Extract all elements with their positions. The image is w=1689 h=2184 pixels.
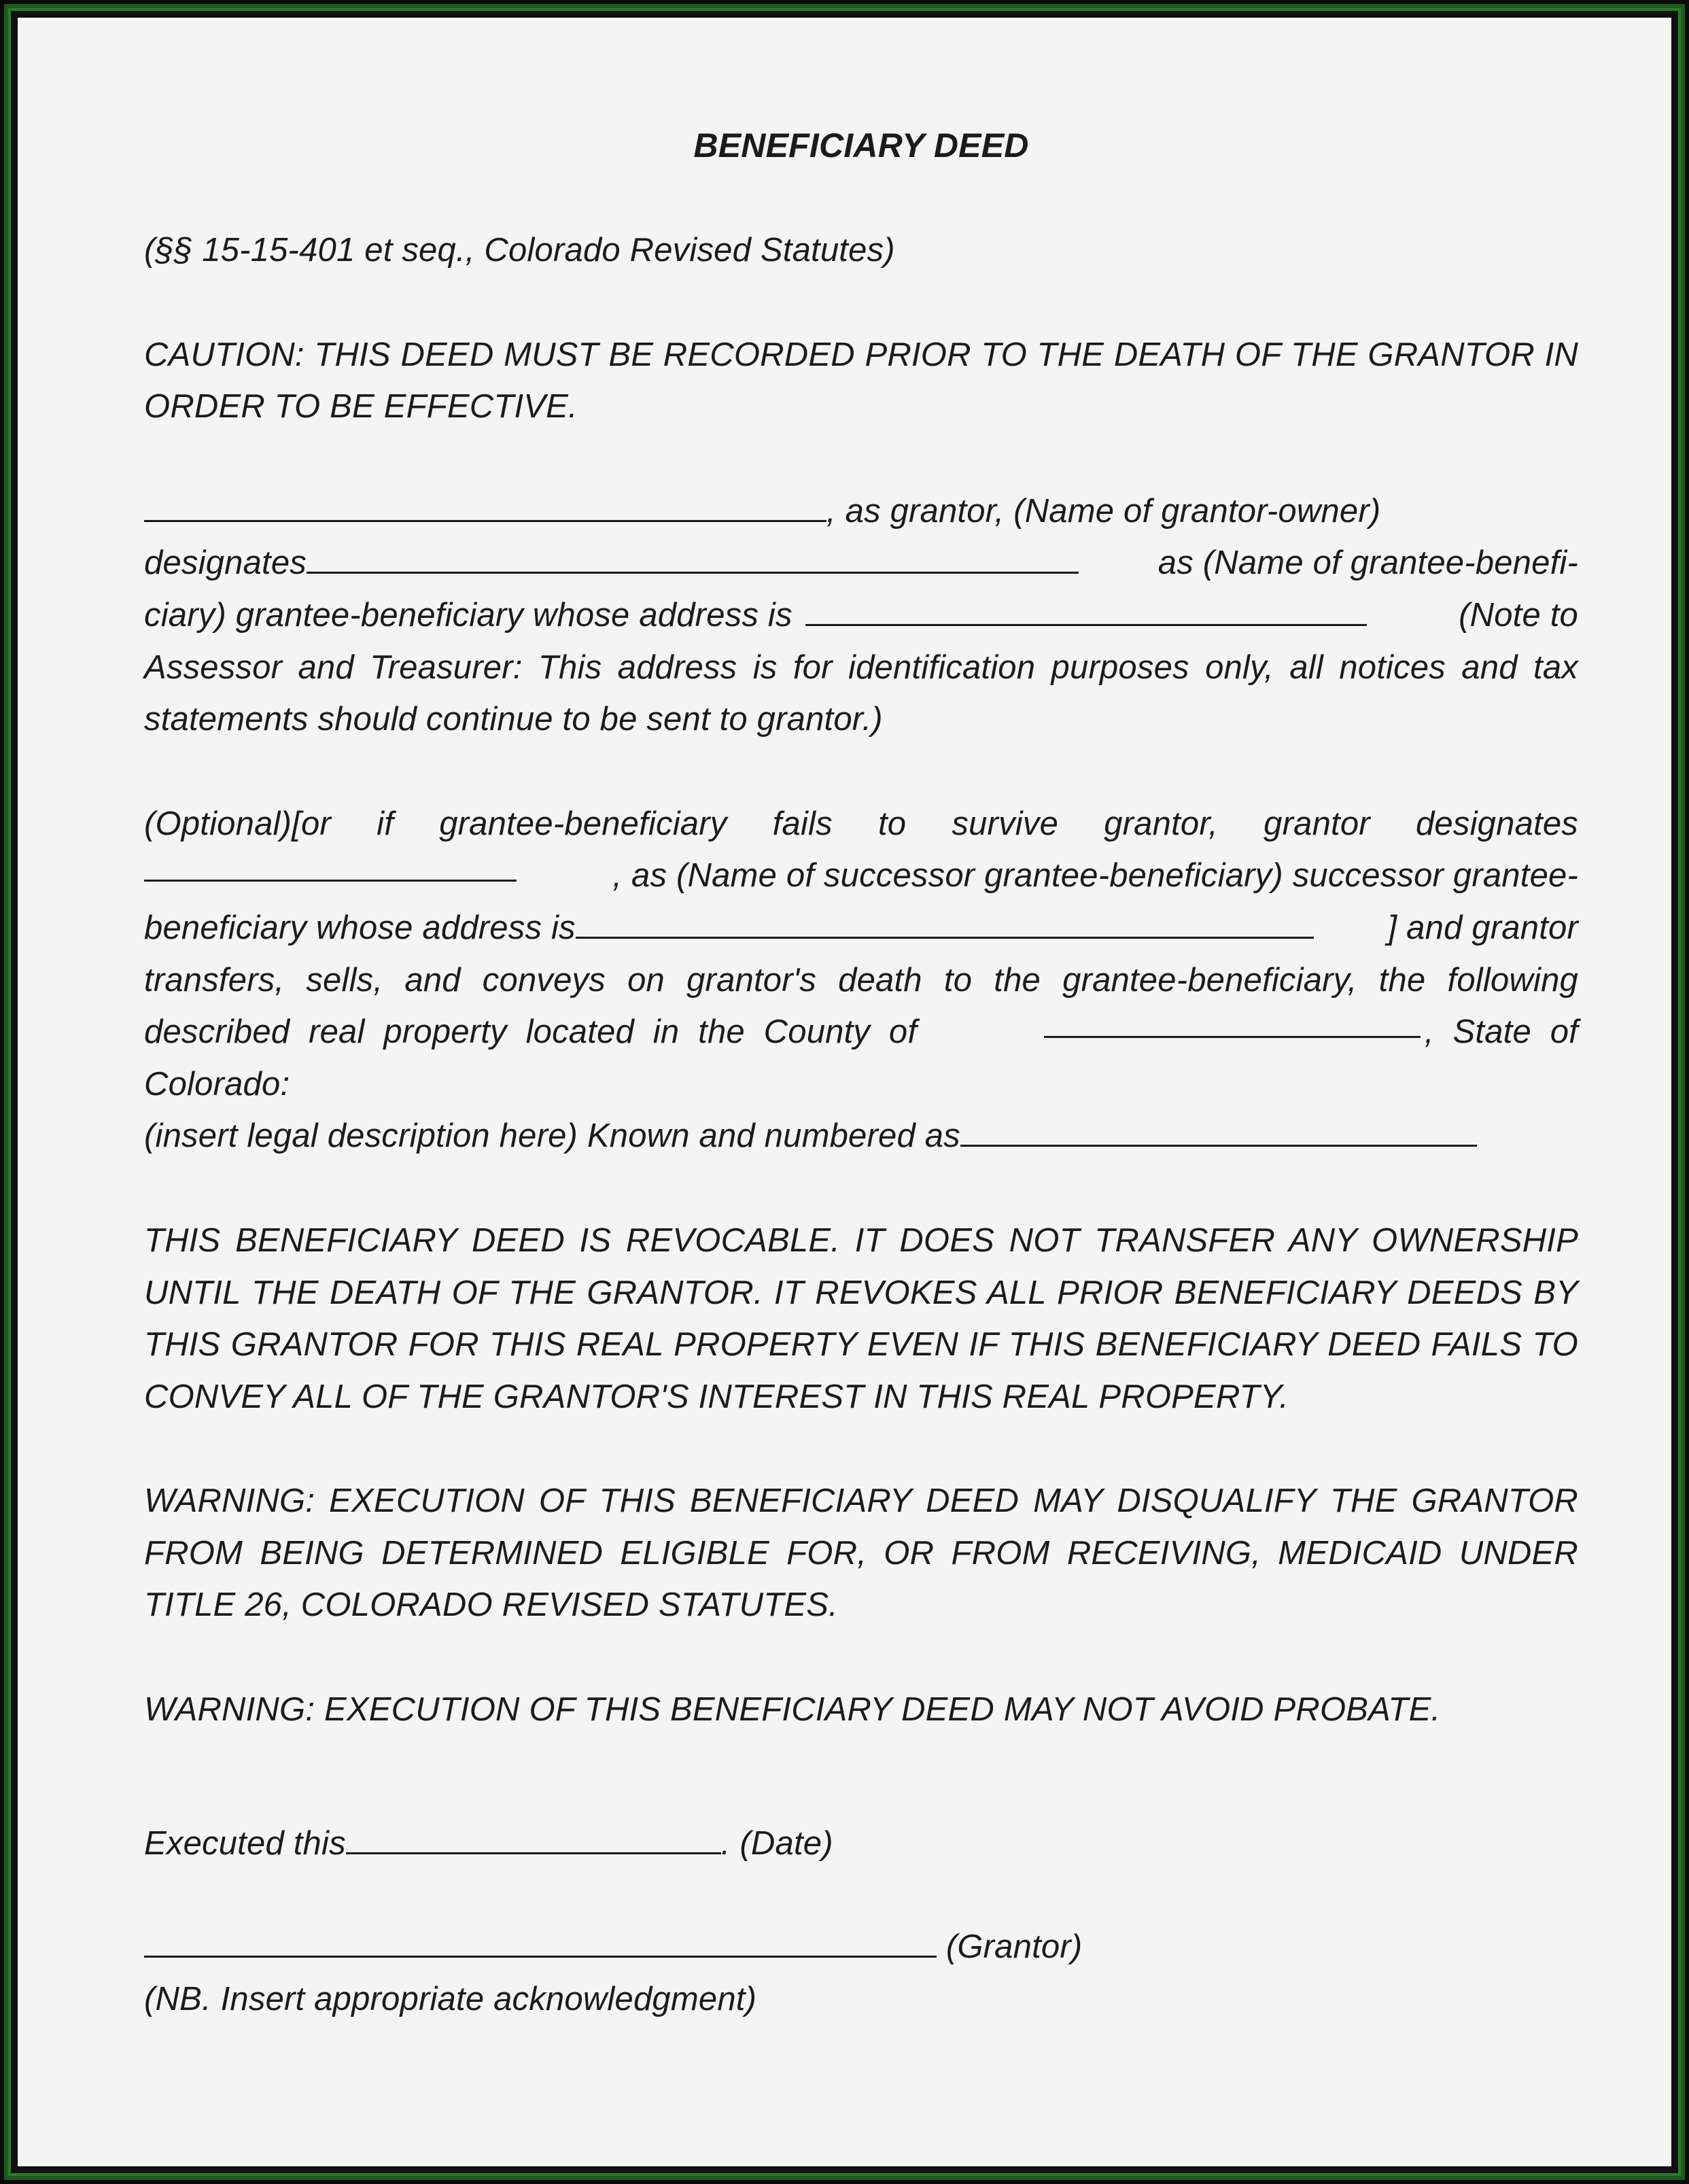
beneficiary-address-intro: ciary) grantee-beneficiary whose address is [144, 596, 802, 634]
optional-intro: (Optional)[or if grantee-beneficiary fails to survive grantor, grantor designates [144, 805, 1578, 842]
county-left [144, 1006, 1421, 1058]
note-start: (Note to [1459, 596, 1578, 634]
successor-address-left [144, 902, 1314, 954]
legal-description-line [144, 1110, 1578, 1162]
county-intro: described real property located in the County of [144, 1013, 918, 1051]
county-blank[interactable] [1044, 1006, 1421, 1038]
successor-address-blank[interactable] [576, 907, 1314, 939]
document-title: BENEFICIARY DEED [693, 126, 1029, 164]
grantor-line [144, 485, 1578, 538]
statute-reference: (§§ 15-15-401 et seq., Colorado Revised Statutes) [144, 232, 895, 268]
transfer-text: transfers, sells, and conveys on grantor's death to the grantee-beneficiary, the following [144, 961, 1578, 999]
known-as-blank[interactable] [960, 1115, 1477, 1147]
beneficiary-line-left [144, 537, 1079, 589]
legal-description-label: (insert legal description here) Known and numbered as [144, 1117, 960, 1155]
revocable-notice: THIS BENEFICIARY DEED IS REVOCABLE. IT DOES NOT TRANSFER ANY OWNERSHIP UNTIL THE DEATH OF THE GRANTOR. IT REVOKES ALL PRIOR BENEFICIARY DEEDS BY THIS GRANTOR FOR THIS REAL PROPERTY EVEN IF THIS BENEFICIARY DEED FAILS TO CONVEY ALL OF THE GRANTOR'S INTEREST IN THIS REAL PROPERTY. [144, 1221, 1578, 1415]
designates-label: designates [144, 544, 307, 582]
date-blank[interactable] [346, 1822, 721, 1854]
assessor-note: Assessor and Treasurer: This address is for identification purposes only, all notices and tax statements should continue to be sent to grantor.) [144, 648, 1578, 738]
state-label: , State of [1424, 1013, 1578, 1051]
successor-address-line [144, 902, 1578, 954]
grantor-name-blank[interactable] [144, 490, 826, 522]
caution-notice: CAUTION: THIS DEED MUST BE RECORDED PRIOR TO THE DEATH OF THE GRANTOR IN ORDER TO BE EFFECTIVE. [144, 336, 1578, 426]
medicaid-warning: WARNING: EXECUTION OF THIS BENEFICIARY DEED MAY DISQUALIFY THE GRANTOR FROM BEING DETERMINED ELIGIBLE FOR, OR FROM RECEIVING, MEDICAID UNDER TITLE 26, COLORADO REVISED STATUTES. [144, 1483, 1578, 1624]
successor-name-blank[interactable] [144, 850, 517, 882]
grantor-clause [144, 485, 1578, 746]
county-line [144, 1006, 1578, 1058]
successor-label: , as (Name of successor grantee-beneficiary) successor grantee- [612, 857, 1578, 895]
executed-line [144, 1818, 1578, 1870]
beneficiary-address-left [144, 589, 1367, 642]
successor-line [144, 850, 1578, 902]
grantor-signature-label: (Grantor) [937, 1928, 1083, 1966]
document-content [144, 120, 1578, 2025]
successor-address-intro: beneficiary whose address is [144, 909, 576, 946]
state-name: Colorado: [144, 1065, 290, 1103]
optional-clause [144, 798, 1578, 1162]
date-label: . (Date) [720, 1824, 833, 1862]
executed-label: Executed this [144, 1824, 346, 1862]
beneficiary-address-line [144, 589, 1578, 642]
beneficiary-address-blank[interactable] [805, 594, 1367, 626]
beneficiary-line [144, 537, 1578, 589]
beneficiary-name-blank[interactable] [307, 542, 1079, 574]
acknowledgment-note: (NB. Insert appropriate acknowledgment) [144, 1980, 757, 2017]
probate-warning: WARNING: EXECUTION OF THIS BENEFICIARY DEED MAY NOT AVOID PROBATE. [144, 1691, 1441, 1729]
beneficiary-label: as (Name of grantee-benefi- [1157, 544, 1578, 582]
grantor-label: , as grantor, (Name of grantor-owner) [826, 492, 1381, 530]
grantor-signature-blank[interactable] [144, 1926, 937, 1958]
grantor-signature-line [144, 1921, 1578, 1973]
grantor-continuation: ] and grantor [1387, 909, 1578, 946]
document-page [16, 16, 1673, 2168]
